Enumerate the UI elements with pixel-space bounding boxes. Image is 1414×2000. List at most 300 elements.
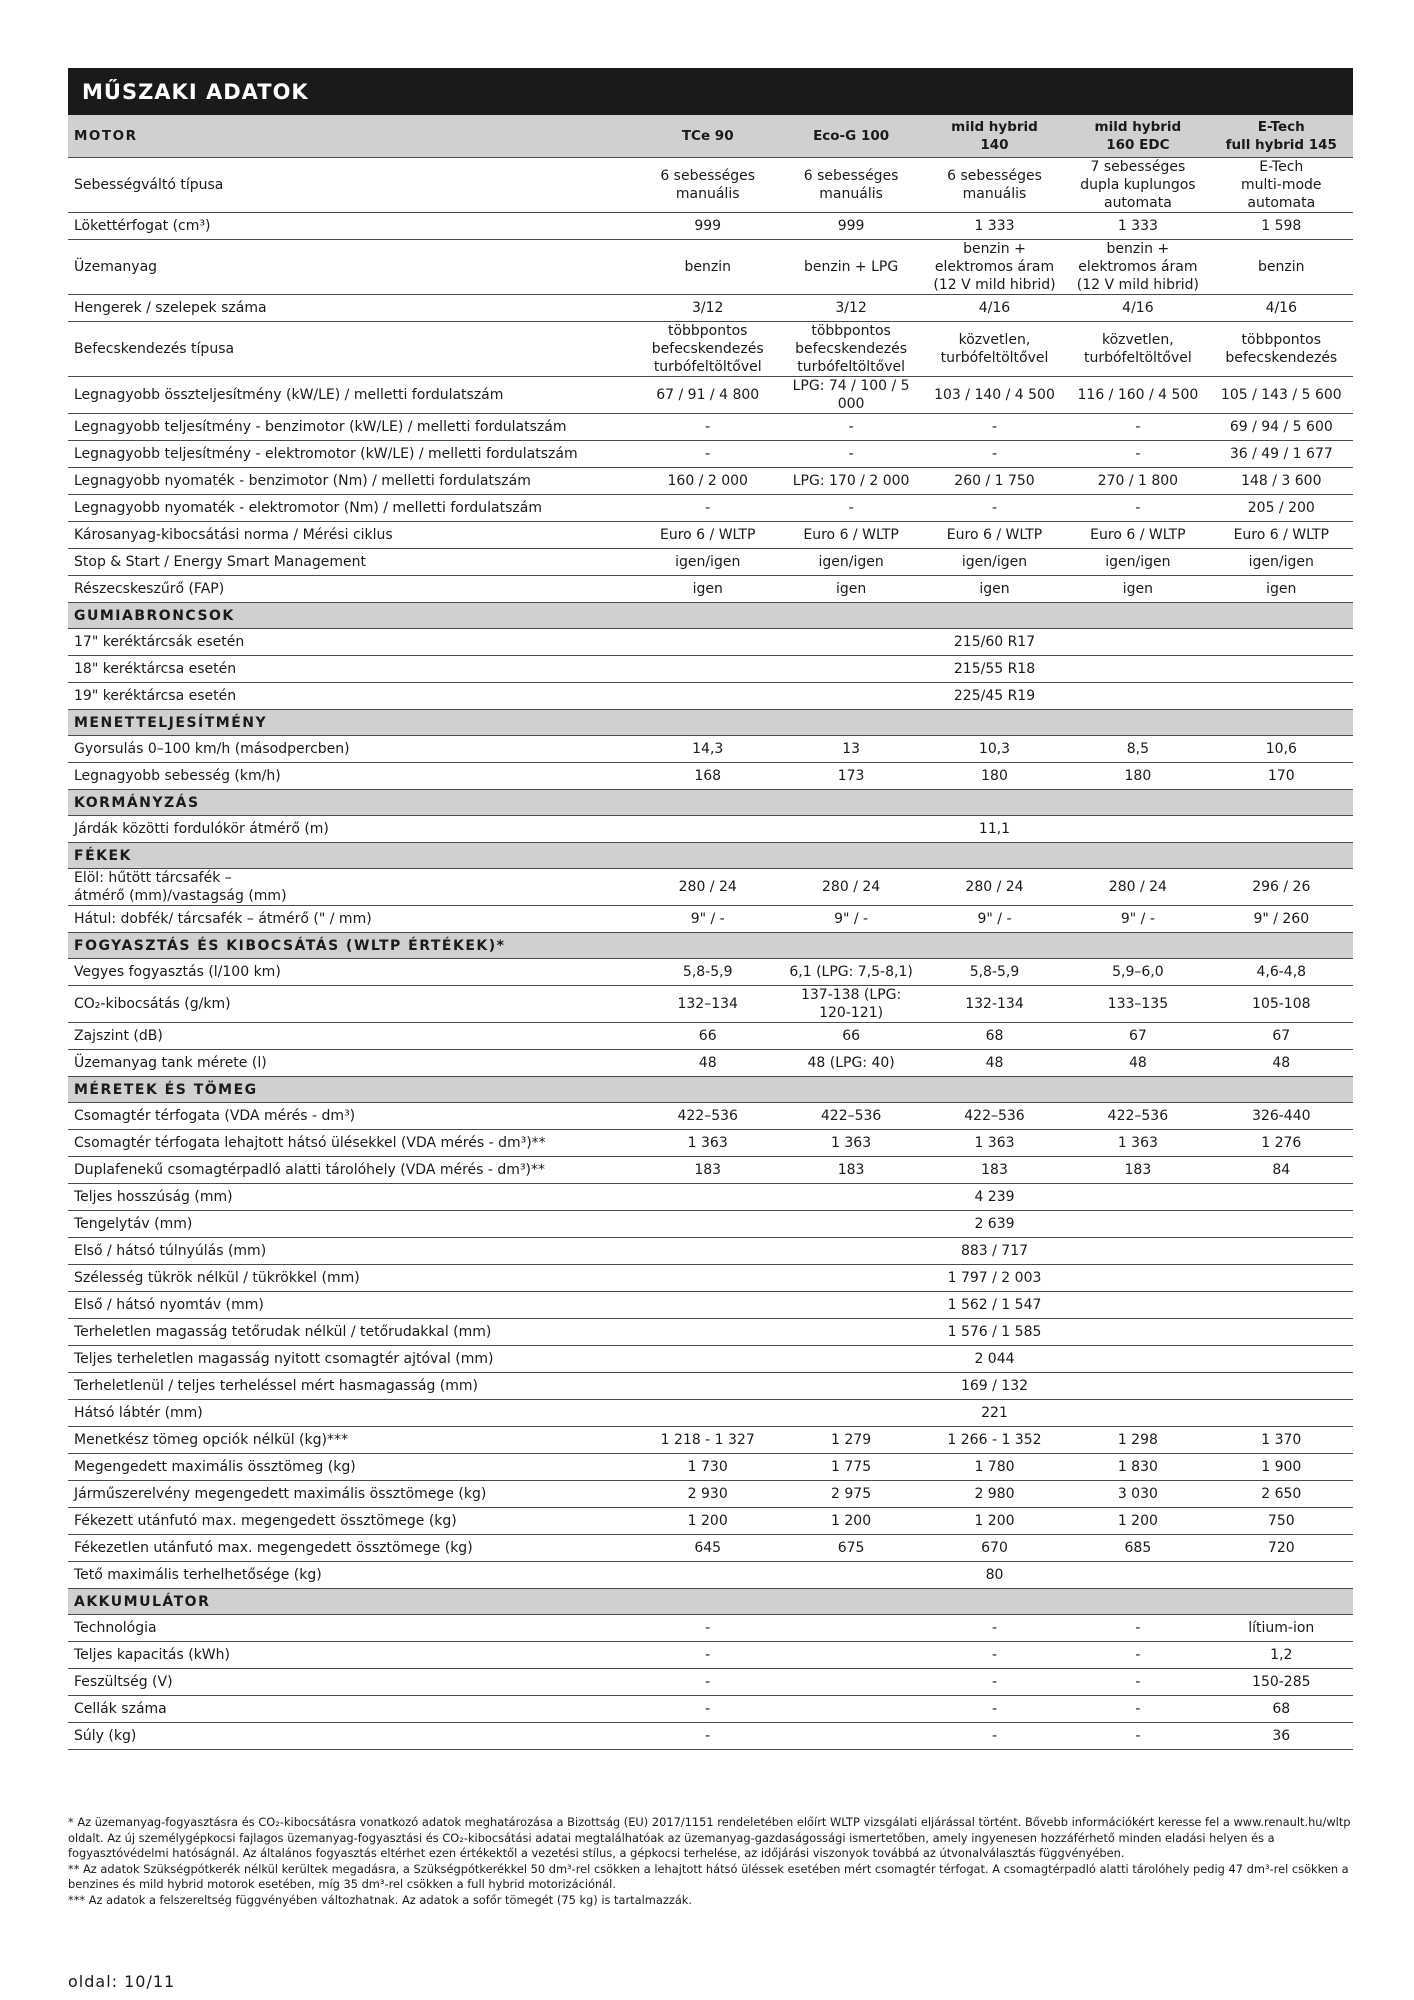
header-col-text: E-Tech full hybrid 145 bbox=[1225, 119, 1337, 153]
row-value bbox=[779, 1642, 922, 1669]
row-value: 4/16 bbox=[1210, 295, 1353, 322]
table-row bbox=[68, 1696, 1353, 1723]
row-value: 183 bbox=[923, 1157, 1066, 1184]
table-row bbox=[68, 1050, 1353, 1077]
row-label: Tengelytáv (mm) bbox=[68, 1211, 636, 1238]
section-title: FOGYASZTÁS ÉS KIBOCSÁTÁS (WLTP ÉRTÉKEK)* bbox=[68, 933, 1353, 959]
row-shared-value: 11,1 bbox=[636, 816, 1353, 843]
row-value: 270 / 1 800 bbox=[1066, 468, 1209, 495]
row-value: 4/16 bbox=[1066, 295, 1209, 322]
table-row bbox=[68, 986, 1353, 1023]
row-value: - bbox=[1066, 1696, 1209, 1723]
row-value bbox=[779, 1696, 922, 1723]
row-value: 67 / 91 / 4 800 bbox=[636, 377, 779, 414]
row-value: 1 363 bbox=[636, 1130, 779, 1157]
header-col: TCe 90 bbox=[636, 115, 779, 158]
row-value: 3/12 bbox=[779, 295, 922, 322]
row-shared-value: 2 044 bbox=[636, 1346, 1353, 1373]
row-value: 180 bbox=[1066, 763, 1209, 790]
row-value: igen/igen bbox=[1210, 549, 1353, 576]
row-label: Első / hátsó túlnyúlás (mm) bbox=[68, 1238, 636, 1265]
row-shared-value: 225/45 R19 bbox=[636, 683, 1353, 710]
row-value: 1 200 bbox=[1066, 1508, 1209, 1535]
row-value: 1 200 bbox=[636, 1508, 779, 1535]
row-value: - bbox=[923, 495, 1066, 522]
row-label: Csomagtér térfogata (VDA mérés - dm³) bbox=[68, 1103, 636, 1130]
page-title: MŰSZAKI ADATOK bbox=[68, 68, 1353, 115]
row-value: - bbox=[923, 414, 1066, 441]
row-value: 103 / 140 / 4 500 bbox=[923, 377, 1066, 414]
footnotes bbox=[68, 1815, 1353, 1908]
row-value: 685 bbox=[1066, 1535, 1209, 1562]
row-value: 160 / 2 000 bbox=[636, 468, 779, 495]
row-label: Járdák közötti fordulókör átmérő (m) bbox=[68, 816, 636, 843]
row-value: benzin + elektromos áram (12 V mild hibrid) bbox=[1066, 240, 1209, 295]
row-value: 1 200 bbox=[779, 1508, 922, 1535]
row-value: 66 bbox=[779, 1023, 922, 1050]
table-row bbox=[68, 1508, 1353, 1535]
row-label: Menetkész tömeg opciók nélkül (kg)*** bbox=[68, 1427, 636, 1454]
row-value: - bbox=[923, 1642, 1066, 1669]
row-shared-value: 883 / 717 bbox=[636, 1238, 1353, 1265]
row-value: 1 775 bbox=[779, 1454, 922, 1481]
row-value: - bbox=[636, 1642, 779, 1669]
header-row bbox=[68, 115, 1353, 158]
row-value: 260 / 1 750 bbox=[923, 468, 1066, 495]
row-label: Súly (kg) bbox=[68, 1723, 636, 1750]
row-label: Zajszint (dB) bbox=[68, 1023, 636, 1050]
row-value: 36 bbox=[1210, 1723, 1353, 1750]
row-value: LPG: 170 / 2 000 bbox=[779, 468, 922, 495]
table-row bbox=[68, 1130, 1353, 1157]
row-value: 48 bbox=[1066, 1050, 1209, 1077]
row-value: 148 / 3 600 bbox=[1210, 468, 1353, 495]
row-value: - bbox=[636, 1723, 779, 1750]
table-row bbox=[68, 441, 1353, 468]
row-label: Károsanyag-kibocsátási norma / Mérési ciklus bbox=[68, 522, 636, 549]
row-value: benzin bbox=[636, 240, 779, 295]
table-row bbox=[68, 377, 1353, 414]
table-row bbox=[68, 1211, 1353, 1238]
row-value: - bbox=[779, 441, 922, 468]
row-value: - bbox=[923, 441, 1066, 468]
row-label: CO₂-kibocsátás (g/km) bbox=[68, 986, 636, 1023]
row-value: igen bbox=[923, 576, 1066, 603]
row-value: lítium-ion bbox=[1210, 1615, 1353, 1642]
row-value: 6 sebességes manuális bbox=[923, 158, 1066, 213]
row-shared-value: 1 797 / 2 003 bbox=[636, 1265, 1353, 1292]
row-value: E-Tech multi-mode automata bbox=[1210, 158, 1353, 213]
row-value: 1 780 bbox=[923, 1454, 1066, 1481]
row-label: Megengedett maximális össztömeg (kg) bbox=[68, 1454, 636, 1481]
section-header bbox=[68, 603, 1353, 629]
table-row bbox=[68, 1238, 1353, 1265]
section-header bbox=[68, 843, 1353, 869]
row-label: Fékezetlen utánfutó max. megengedett össztömege (kg) bbox=[68, 1535, 636, 1562]
row-value: 170 bbox=[1210, 763, 1353, 790]
row-value bbox=[779, 1669, 922, 1696]
row-label: Terheletlen magasság tetőrudak nélkül / tetőrudakkal (mm) bbox=[68, 1319, 636, 1346]
table-row bbox=[68, 1184, 1353, 1211]
row-value: 280 / 24 bbox=[636, 869, 779, 906]
row-value: 48 (LPG: 40) bbox=[779, 1050, 922, 1077]
row-value: Euro 6 / WLTP bbox=[1066, 522, 1209, 549]
footnote: ** Az adatok Szükségpótkerék nélkül kerültek megadásra, a Szükségpótkerékkel 50 dm³-rel csökken a lehajtott hátsó üléssek esetében mért csomagtér térfogat. A csomagtérpadló alatti tárolóhely pedig 47 dm³-rel csökken a benzines és mild hybrid motorok esetében, míg 35 dm³-rel csökken a full hybrid motorizációnál. bbox=[68, 1861, 1349, 1891]
row-value bbox=[779, 1723, 922, 1750]
table-row bbox=[68, 656, 1353, 683]
footnote: * Az üzemanyag-fogyasztásra és CO₂-kibocsátásra vonatkozó adatok meghatározása a Bizottság (EU) 2017/1151 rendeletében előírt WLTP vizsgálati eljárással történt. Bővebb információkért keresse fel a www.renault.hu/wltp oldalt. Az új személygépkocsi fajlagos üzemanyag-fogyasztási és CO₂-kibocsátási adatai megtalálhatóak az üzemanyag-gazdaságossági ismertetőben, amely ingyenesen hozzáférhető minden eladási helyen és a fogyasztóvédelmi hatóságnál. Az általános fogyasztás eltérhet ezen értékektől a vezetési stílus, a gépkocsi terhelése, az időjárási viszonyok továbbá az útvonalválasztás függvényében. bbox=[68, 1815, 1351, 1860]
row-value: 750 bbox=[1210, 1508, 1353, 1535]
row-value: 1 333 bbox=[923, 213, 1066, 240]
table-row bbox=[68, 213, 1353, 240]
row-value: - bbox=[1066, 414, 1209, 441]
row-value: 8,5 bbox=[1066, 736, 1209, 763]
row-value: 6,1 (LPG: 7,5-8,1) bbox=[779, 959, 922, 986]
table-row bbox=[68, 1562, 1353, 1589]
row-value: 1 363 bbox=[923, 1130, 1066, 1157]
row-label: Lökettérfogat (cm³) bbox=[68, 213, 636, 240]
table-row bbox=[68, 322, 1353, 377]
table-row bbox=[68, 468, 1353, 495]
row-value: 1 218 - 1 327 bbox=[636, 1427, 779, 1454]
table-row bbox=[68, 576, 1353, 603]
row-value: - bbox=[636, 495, 779, 522]
spec-sheet bbox=[68, 68, 1353, 1750]
row-shared-value: 215/55 R18 bbox=[636, 656, 1353, 683]
table-row bbox=[68, 549, 1353, 576]
row-value: 9" / - bbox=[923, 906, 1066, 933]
row-value: Euro 6 / WLTP bbox=[1210, 522, 1353, 549]
row-value: 670 bbox=[923, 1535, 1066, 1562]
row-value: 422–536 bbox=[923, 1103, 1066, 1130]
row-value: - bbox=[923, 1615, 1066, 1642]
row-value: 2 930 bbox=[636, 1481, 779, 1508]
row-label: Járműszerelvény megengedett maximális össztömege (kg) bbox=[68, 1481, 636, 1508]
row-value: - bbox=[1066, 441, 1209, 468]
section-title: MENETTELJESÍTMÉNY bbox=[68, 710, 1353, 736]
table-row bbox=[68, 1454, 1353, 1481]
row-value: igen/igen bbox=[1066, 549, 1209, 576]
row-value: 5,8-5,9 bbox=[636, 959, 779, 986]
header-col: Eco-G 100 bbox=[779, 115, 922, 158]
row-value: Euro 6 / WLTP bbox=[923, 522, 1066, 549]
row-value: Euro 6 / WLTP bbox=[779, 522, 922, 549]
row-shared-value: 215/60 R17 bbox=[636, 629, 1353, 656]
row-value: - bbox=[1066, 1642, 1209, 1669]
table-row bbox=[68, 1427, 1353, 1454]
row-value: 66 bbox=[636, 1023, 779, 1050]
row-label: Cellák száma bbox=[68, 1696, 636, 1723]
row-value: 4,6-4,8 bbox=[1210, 959, 1353, 986]
row-value: 67 bbox=[1210, 1023, 1353, 1050]
row-value: 1 363 bbox=[779, 1130, 922, 1157]
row-value: 1 363 bbox=[1066, 1130, 1209, 1157]
row-shared-value: 80 bbox=[636, 1562, 1353, 1589]
section-title: GUMIABRONCSOK bbox=[68, 603, 1353, 629]
row-value: 675 bbox=[779, 1535, 922, 1562]
table-row bbox=[68, 869, 1353, 906]
row-value: igen bbox=[636, 576, 779, 603]
header-col-text: mild hybrid 160 EDC bbox=[1094, 119, 1182, 153]
row-shared-value: 2 639 bbox=[636, 1211, 1353, 1238]
row-value: 205 / 200 bbox=[1210, 495, 1353, 522]
row-value: benzin + elektromos áram (12 V mild hibrid) bbox=[923, 240, 1066, 295]
spec-table bbox=[68, 115, 1353, 1750]
row-value: 326-440 bbox=[1210, 1103, 1353, 1130]
table-row bbox=[68, 495, 1353, 522]
table-row bbox=[68, 1157, 1353, 1184]
row-shared-value: 221 bbox=[636, 1400, 1353, 1427]
row-value: 36 / 49 / 1 677 bbox=[1210, 441, 1353, 468]
table-row bbox=[68, 414, 1353, 441]
row-value: - bbox=[636, 414, 779, 441]
table-row bbox=[68, 683, 1353, 710]
row-value: 5,8-5,9 bbox=[923, 959, 1066, 986]
row-value: - bbox=[1066, 495, 1209, 522]
table-row bbox=[68, 959, 1353, 986]
row-value: 137-138 (LPG: 120-121) bbox=[779, 986, 922, 1023]
row-value: 6 sebességes manuális bbox=[636, 158, 779, 213]
row-value: - bbox=[636, 1696, 779, 1723]
section-header bbox=[68, 710, 1353, 736]
row-value: 1 900 bbox=[1210, 1454, 1353, 1481]
table-row bbox=[68, 158, 1353, 213]
table-row bbox=[68, 1400, 1353, 1427]
row-value: 48 bbox=[636, 1050, 779, 1077]
row-value: 4/16 bbox=[923, 295, 1066, 322]
row-value: 105-108 bbox=[1210, 986, 1353, 1023]
row-value: igen/igen bbox=[636, 549, 779, 576]
row-value: - bbox=[1066, 1669, 1209, 1696]
row-value: 173 bbox=[779, 763, 922, 790]
row-value: 1 298 bbox=[1066, 1427, 1209, 1454]
row-value: 6 sebességes manuális bbox=[779, 158, 922, 213]
header-col bbox=[923, 115, 1066, 158]
row-value: 720 bbox=[1210, 1535, 1353, 1562]
row-label: Hátsó lábtér (mm) bbox=[68, 1400, 636, 1427]
row-label: Legnagyobb teljesítmény - elektromotor (kW/LE) / melletti fordulatszám bbox=[68, 441, 636, 468]
row-value: 1 730 bbox=[636, 1454, 779, 1481]
row-shared-value: 1 562 / 1 547 bbox=[636, 1292, 1353, 1319]
row-value: 422–536 bbox=[779, 1103, 922, 1130]
table-row bbox=[68, 1669, 1353, 1696]
table-row bbox=[68, 629, 1353, 656]
table-row bbox=[68, 736, 1353, 763]
row-label: 18" keréktárcsa esetén bbox=[68, 656, 636, 683]
row-value: igen/igen bbox=[779, 549, 922, 576]
row-value: 280 / 24 bbox=[779, 869, 922, 906]
row-value: 68 bbox=[1210, 1696, 1353, 1723]
row-value: igen bbox=[779, 576, 922, 603]
row-label: Legnagyobb teljesítmény - benzimotor (kW/LE) / melletti fordulatszám bbox=[68, 414, 636, 441]
row-label: Stop & Start / Energy Smart Management bbox=[68, 549, 636, 576]
row-value: 13 bbox=[779, 736, 922, 763]
row-label: Üzemanyag bbox=[68, 240, 636, 295]
row-value: 1 279 bbox=[779, 1427, 922, 1454]
row-value: 9" / 260 bbox=[1210, 906, 1353, 933]
row-value: benzin bbox=[1210, 240, 1353, 295]
row-label: 19" keréktárcsa esetén bbox=[68, 683, 636, 710]
header-col bbox=[1066, 115, 1209, 158]
row-label: Teljes terheletlen magasság nyitott csomagtér ajtóval (mm) bbox=[68, 1346, 636, 1373]
table-row bbox=[68, 1103, 1353, 1130]
footnote: *** Az adatok a felszereltség függvényében változhatnak. Az adatok a sofőr tömegét (75 kg) is tartalmazzák. bbox=[68, 1892, 693, 1907]
row-label: Feszültség (V) bbox=[68, 1669, 636, 1696]
header-col bbox=[1210, 115, 1353, 158]
row-label: Duplafenekű csomagtérpadló alatti tárolóhely (VDA mérés - dm³)** bbox=[68, 1157, 636, 1184]
row-value: 1 333 bbox=[1066, 213, 1209, 240]
header-label: MOTOR bbox=[68, 115, 636, 158]
row-value: 422–536 bbox=[636, 1103, 779, 1130]
row-label: Tető maximális terhelhetősége (kg) bbox=[68, 1562, 636, 1589]
row-value: - bbox=[779, 414, 922, 441]
page-number: oldal: 10/11 bbox=[68, 1972, 176, 1991]
table-row bbox=[68, 1535, 1353, 1562]
row-value: 7 sebességes dupla kuplungos automata bbox=[1066, 158, 1209, 213]
section-header bbox=[68, 1589, 1353, 1615]
row-value: 1 598 bbox=[1210, 213, 1353, 240]
row-value: 69 / 94 / 5 600 bbox=[1210, 414, 1353, 441]
row-label: Legnagyobb nyomaték - elektromotor (Nm) / melletti fordulatszám bbox=[68, 495, 636, 522]
table-row bbox=[68, 1723, 1353, 1750]
row-value: közvetlen, turbófeltöltővel bbox=[923, 322, 1066, 377]
row-value: 999 bbox=[636, 213, 779, 240]
row-value: 2 975 bbox=[779, 1481, 922, 1508]
row-label: 17" keréktárcsák esetén bbox=[68, 629, 636, 656]
row-value: - bbox=[779, 495, 922, 522]
row-value: - bbox=[923, 1723, 1066, 1750]
row-value: 1,2 bbox=[1210, 1642, 1353, 1669]
row-value: 116 / 160 / 4 500 bbox=[1066, 377, 1209, 414]
row-shared-value: 4 239 bbox=[636, 1184, 1353, 1211]
row-label: Teljes kapacitás (kWh) bbox=[68, 1642, 636, 1669]
row-label: Hengerek / szelepek száma bbox=[68, 295, 636, 322]
table-row bbox=[68, 906, 1353, 933]
row-value: 105 / 143 / 5 600 bbox=[1210, 377, 1353, 414]
row-value: 14,3 bbox=[636, 736, 779, 763]
table-row bbox=[68, 522, 1353, 549]
row-value: - bbox=[923, 1696, 1066, 1723]
row-value: 422–536 bbox=[1066, 1103, 1209, 1130]
row-value: 645 bbox=[636, 1535, 779, 1562]
section-title: AKKUMULÁTOR bbox=[68, 1589, 1353, 1615]
row-label: Üzemanyag tank mérete (l) bbox=[68, 1050, 636, 1077]
row-label: Elöl: hűtött tárcsafék – átmérő (mm)/vastagság (mm) bbox=[68, 869, 636, 906]
row-value: 10,3 bbox=[923, 736, 1066, 763]
row-value: 2 650 bbox=[1210, 1481, 1353, 1508]
row-value: 9" / - bbox=[636, 906, 779, 933]
table-row bbox=[68, 295, 1353, 322]
row-value: 48 bbox=[1210, 1050, 1353, 1077]
row-value: igen bbox=[1066, 576, 1209, 603]
row-value: 180 bbox=[923, 763, 1066, 790]
table-row bbox=[68, 1481, 1353, 1508]
row-value: benzin + LPG bbox=[779, 240, 922, 295]
row-value: többpontos befecskendezés turbófeltöltővel bbox=[779, 322, 922, 377]
row-label: Legnagyobb nyomaték - benzimotor (Nm) / melletti fordulatszám bbox=[68, 468, 636, 495]
row-value: 5,9–6,0 bbox=[1066, 959, 1209, 986]
row-value bbox=[779, 1615, 922, 1642]
row-value: 9" / - bbox=[779, 906, 922, 933]
row-value: többpontos befecskendezés turbófeltöltővel bbox=[636, 322, 779, 377]
row-value: 183 bbox=[779, 1157, 922, 1184]
row-value: LPG: 74 / 100 / 5 000 bbox=[779, 377, 922, 414]
row-value: 999 bbox=[779, 213, 922, 240]
row-value: 3 030 bbox=[1066, 1481, 1209, 1508]
row-value: 183 bbox=[1066, 1157, 1209, 1184]
row-label: Technológia bbox=[68, 1615, 636, 1642]
table-row bbox=[68, 816, 1353, 843]
header-col-text: mild hybrid 140 bbox=[951, 119, 1038, 153]
row-label: Sebességváltó típusa bbox=[68, 158, 636, 213]
row-value: közvetlen, turbófeltöltővel bbox=[1066, 322, 1209, 377]
table-row bbox=[68, 1265, 1353, 1292]
row-value: 67 bbox=[1066, 1023, 1209, 1050]
row-value: 84 bbox=[1210, 1157, 1353, 1184]
row-value: 280 / 24 bbox=[923, 869, 1066, 906]
row-label: Csomagtér térfogata lehajtott hátsó ülésekkel (VDA mérés - dm³)** bbox=[68, 1130, 636, 1157]
table-row bbox=[68, 763, 1353, 790]
row-value: 1 370 bbox=[1210, 1427, 1353, 1454]
row-value: 132-134 bbox=[923, 986, 1066, 1023]
table-row bbox=[68, 1373, 1353, 1400]
section-header bbox=[68, 933, 1353, 959]
row-value: 168 bbox=[636, 763, 779, 790]
row-value: igen bbox=[1210, 576, 1353, 603]
row-value: 48 bbox=[923, 1050, 1066, 1077]
table-row bbox=[68, 1642, 1353, 1669]
row-value: - bbox=[923, 1669, 1066, 1696]
row-value: 132–134 bbox=[636, 986, 779, 1023]
row-value: többpontos befecskendezés bbox=[1210, 322, 1353, 377]
row-value: 1 266 - 1 352 bbox=[923, 1427, 1066, 1454]
row-value: 10,6 bbox=[1210, 736, 1353, 763]
row-value: - bbox=[1066, 1723, 1209, 1750]
row-label: Befecskendezés típusa bbox=[68, 322, 636, 377]
row-label: Részecskeszűrő (FAP) bbox=[68, 576, 636, 603]
section-header bbox=[68, 1077, 1353, 1103]
table-row bbox=[68, 1346, 1353, 1373]
row-value: 1 276 bbox=[1210, 1130, 1353, 1157]
row-label: Terheletlenül / teljes terheléssel mért hasmagasság (mm) bbox=[68, 1373, 636, 1400]
row-shared-value: 1 576 / 1 585 bbox=[636, 1319, 1353, 1346]
row-value: - bbox=[636, 441, 779, 468]
row-value: - bbox=[636, 1669, 779, 1696]
row-value: 150-285 bbox=[1210, 1669, 1353, 1696]
row-value: - bbox=[1066, 1615, 1209, 1642]
row-value: 68 bbox=[923, 1023, 1066, 1050]
row-value: 1 200 bbox=[923, 1508, 1066, 1535]
row-label: Szélesség tükrök nélkül / tükrökkel (mm) bbox=[68, 1265, 636, 1292]
row-label: Fékezett utánfutó max. megengedett össztömege (kg) bbox=[68, 1508, 636, 1535]
row-label: Legnagyobb összteljesítmény (kW/LE) / melletti fordulatszám bbox=[68, 377, 636, 414]
row-value: 183 bbox=[636, 1157, 779, 1184]
row-value: 9" / - bbox=[1066, 906, 1209, 933]
row-label: Gyorsulás 0–100 km/h (másodpercben) bbox=[68, 736, 636, 763]
row-value: 1 830 bbox=[1066, 1454, 1209, 1481]
row-value: igen/igen bbox=[923, 549, 1066, 576]
row-label: Hátul: dobfék/ tárcsafék – átmérő (" / mm) bbox=[68, 906, 636, 933]
table-row bbox=[68, 1023, 1353, 1050]
row-value: 133–135 bbox=[1066, 986, 1209, 1023]
row-value: Euro 6 / WLTP bbox=[636, 522, 779, 549]
row-value: 3/12 bbox=[636, 295, 779, 322]
section-header bbox=[68, 790, 1353, 816]
row-label: Legnagyobb sebesség (km/h) bbox=[68, 763, 636, 790]
section-title: FÉKEK bbox=[68, 843, 1353, 869]
row-label: Teljes hosszúság (mm) bbox=[68, 1184, 636, 1211]
table-row bbox=[68, 1292, 1353, 1319]
